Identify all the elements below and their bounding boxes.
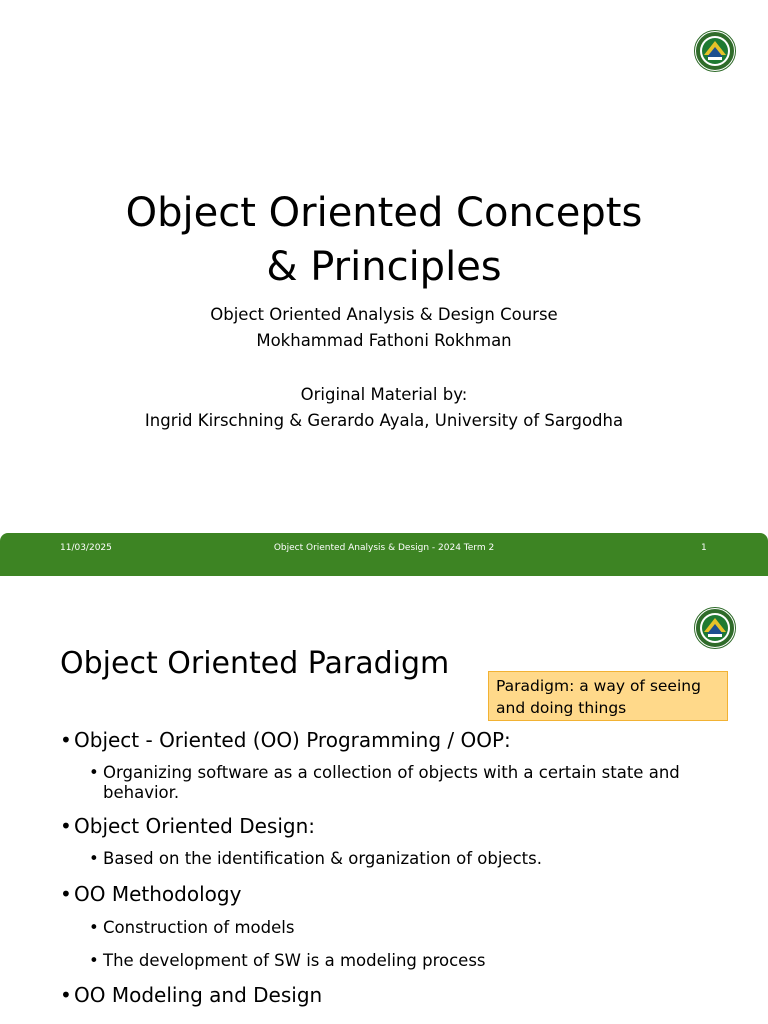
university-seal-icon — [694, 30, 736, 72]
university-seal-icon — [694, 607, 736, 649]
content-slide — [0, 576, 768, 1024]
footer-date: 11/03/2025 — [60, 543, 112, 553]
subtitle-block — [0, 302, 768, 434]
sub-bullet: • Organizing software as a collection of objects with a certain state and behavior. — [60, 763, 740, 803]
bullet-modeling: • OO Modeling and Design — [60, 981, 740, 1009]
footer-page-number: 1 — [701, 543, 707, 553]
sub-bullet: • The development of SW is a modeling process — [60, 951, 740, 971]
author-name: Mokhammad Fathoni Rokhman — [256, 331, 512, 350]
slide-title — [0, 186, 768, 294]
original-authors: Ingrid Kirschning & Gerardo Ayala, University of Sargodha — [144, 411, 624, 430]
title-line-2: & Principles — [266, 244, 502, 290]
paradigm-callout: Paradigm: a way of seeing and doing things — [488, 671, 728, 721]
bullet-list — [60, 726, 740, 1009]
course-name: Object Oriented Analysis & Design Course — [210, 305, 558, 324]
footer-course: Object Oriented Analysis & Design - 2024 Term 2 — [273, 543, 495, 553]
bullet-oop: • Object - Oriented (OO) Programming / OOP: — [60, 726, 740, 754]
sub-bullet: • Construction of models — [60, 918, 740, 938]
original-material-label: Original Material by: — [300, 385, 468, 404]
title-line-1: Object Oriented Concepts — [125, 190, 643, 236]
bullet-methodology: • OO Methodology — [60, 880, 740, 908]
bullet-ood: • Object Oriented Design: — [60, 812, 740, 840]
sub-bullet: • Based on the identification & organization of objects. — [60, 849, 740, 869]
slide-footer — [0, 533, 768, 576]
slide-title: Object Oriented Paradigm — [60, 646, 450, 681]
